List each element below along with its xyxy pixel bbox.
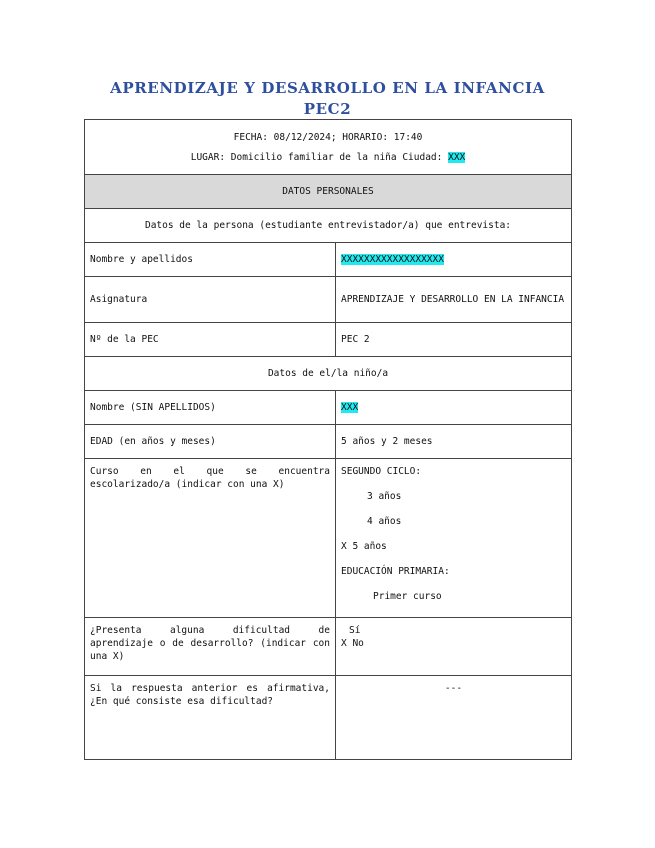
curso-option-4: 4 años <box>367 516 402 527</box>
curso-label: Curso en el que se encuentra escolarizado/a (indicar con una X) <box>85 459 336 618</box>
lugar-line <box>90 151 566 164</box>
document-subtitle: PEC2 <box>303 100 352 118</box>
pec-value: PEC 2 <box>336 323 572 357</box>
student-name-value: XXXXXXXXXXXXXXXXXX <box>341 254 444 265</box>
personal-data-form <box>84 119 572 760</box>
pec-label: Nº de la PEC <box>85 323 336 357</box>
child-name-cell <box>336 391 572 425</box>
fecha-line: FECHA: 08/12/2024; HORARIO: 17:40 <box>233 131 423 143</box>
child-name-label: Nombre (SIN APELLIDOS) <box>85 391 336 425</box>
curso-options <box>336 459 572 618</box>
section-child: Datos de el/la niño/a <box>85 357 572 391</box>
asignatura-value: APRENDIZAJE Y DESARROLLO EN LA INFANCIA <box>336 277 572 323</box>
edad-label: EDAD (en años y meses) <box>85 425 336 459</box>
document-title: APRENDIZAJE Y DESARROLLO EN LA INFANCIA <box>110 79 545 97</box>
edad-value: 5 años y 2 meses <box>336 425 572 459</box>
ciudad-value: XXX <box>448 151 466 163</box>
curso-segundo-ciclo: SEGUNDO CICLO: <box>341 466 422 477</box>
asignatura-label: Asignatura <box>85 277 336 323</box>
student-name-label: Nombre y apellidos <box>85 243 336 277</box>
dificultad-no: X No <box>341 638 364 649</box>
dificultad-label: ¿Presenta alguna dificultad de aprendizaje o de desarrollo? (indicar con una X) <box>85 618 336 676</box>
dificultad-si: Sí <box>349 625 361 636</box>
section-datos-personales: DATOS PERSONALES <box>85 175 572 209</box>
dificultad-options <box>336 618 572 676</box>
consiste-value: --- <box>336 676 572 760</box>
consiste-label: Si la respuesta anterior es afirmativa, ¿En qué consiste esa dificultad? <box>85 676 336 760</box>
curso-option-5: X 5 años <box>341 541 387 552</box>
student-name-cell <box>336 243 572 277</box>
curso-option-3: 3 años <box>367 491 402 502</box>
curso-primaria: EDUCACIÓN PRIMARIA: <box>341 566 450 577</box>
lugar-text: LUGAR: Domicilio familiar de la niña Ciudad: <box>190 151 449 163</box>
section-student: Datos de la persona (estudiante entrevistador/a) que entrevista: <box>85 209 572 243</box>
curso-option-primer: Primer curso <box>373 591 442 602</box>
child-name-value: XXX <box>341 402 359 413</box>
header-cell <box>85 120 572 175</box>
